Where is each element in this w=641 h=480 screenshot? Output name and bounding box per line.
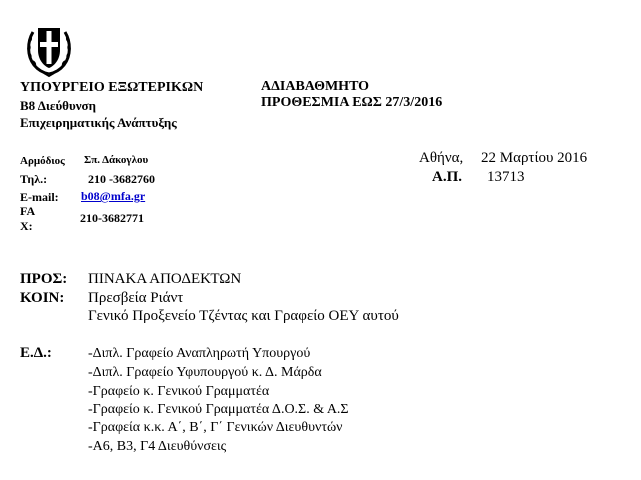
- greek-coat-of-arms-icon: [24, 18, 74, 78]
- internal-line: -Γραφείο κ. Γενικού Γραμματέα Δ.Ο.Σ. & Α.Σ: [88, 402, 349, 417]
- to-label: ΠΡΟΣ:: [20, 271, 68, 287]
- email-link[interactable]: b08@mfa.gr: [81, 189, 146, 203]
- internal-line: -Διπλ. Γραφείο Αναπληρωτή Υπουργού: [88, 346, 311, 361]
- internal-line: -Α6, Β3, Γ4 Διευθύνσεις: [88, 439, 227, 454]
- reference-label: Α.Π.: [432, 169, 462, 185]
- cc-line: Γενικό Προξενείο Τζέντας και Γραφείο ΟΕΥ αυτού: [88, 308, 399, 324]
- fax-value: 210-3682771: [80, 211, 144, 225]
- internal-label: Ε.Δ.:: [20, 345, 52, 361]
- fax-label-line1: FA: [20, 204, 36, 218]
- email-label: E-mail:: [20, 190, 59, 204]
- responsible-label: Αρμόδιος: [20, 155, 65, 167]
- ministry-name: ΥΠΟΥΡΓΕΙΟ ΕΞΩΤΕΡΙΚΩΝ: [20, 80, 204, 95]
- responsible-value: Σπ. Δάκογλου: [84, 154, 149, 166]
- reference-number: 13713: [487, 169, 525, 185]
- internal-line: -Διπλ. Γραφείο Υφυπουργού κ. Δ. Μάρδα: [88, 365, 322, 380]
- cc-label: ΚΟΙΝ:: [20, 290, 65, 306]
- cc-line: Πρεσβεία Ριάντ: [88, 290, 184, 306]
- deadline: ΠΡΟΘΕΣΜΙΑ ΕΩΣ 27/3/2016: [261, 95, 443, 110]
- internal-line: -Γραφείο κ. Γενικού Γραμματέα: [88, 384, 270, 399]
- to-value: ΠΙΝΑΚΑ ΑΠΟΔΕΚΤΩΝ: [88, 271, 242, 287]
- section-name: Επιχειρηματικής Ανάπτυξης: [20, 115, 177, 130]
- classification: ΑΔΙΑΒΑΘΜΗΤΟ: [261, 79, 370, 94]
- document-date: 22 Μαρτίου 2016: [481, 150, 588, 166]
- phone-value: 210 -3682760: [88, 172, 155, 186]
- fax-label-line2: X:: [20, 219, 33, 233]
- phone-label: Τηλ.:: [20, 172, 48, 186]
- internal-line: -Γραφεία κ.κ. Α΄, Β΄, Γ΄ Γενικών Διευθυντών: [88, 420, 343, 435]
- directorate-name: Β8 Διεύθυνση: [20, 98, 96, 113]
- date-place: Αθήνα,: [419, 150, 464, 166]
